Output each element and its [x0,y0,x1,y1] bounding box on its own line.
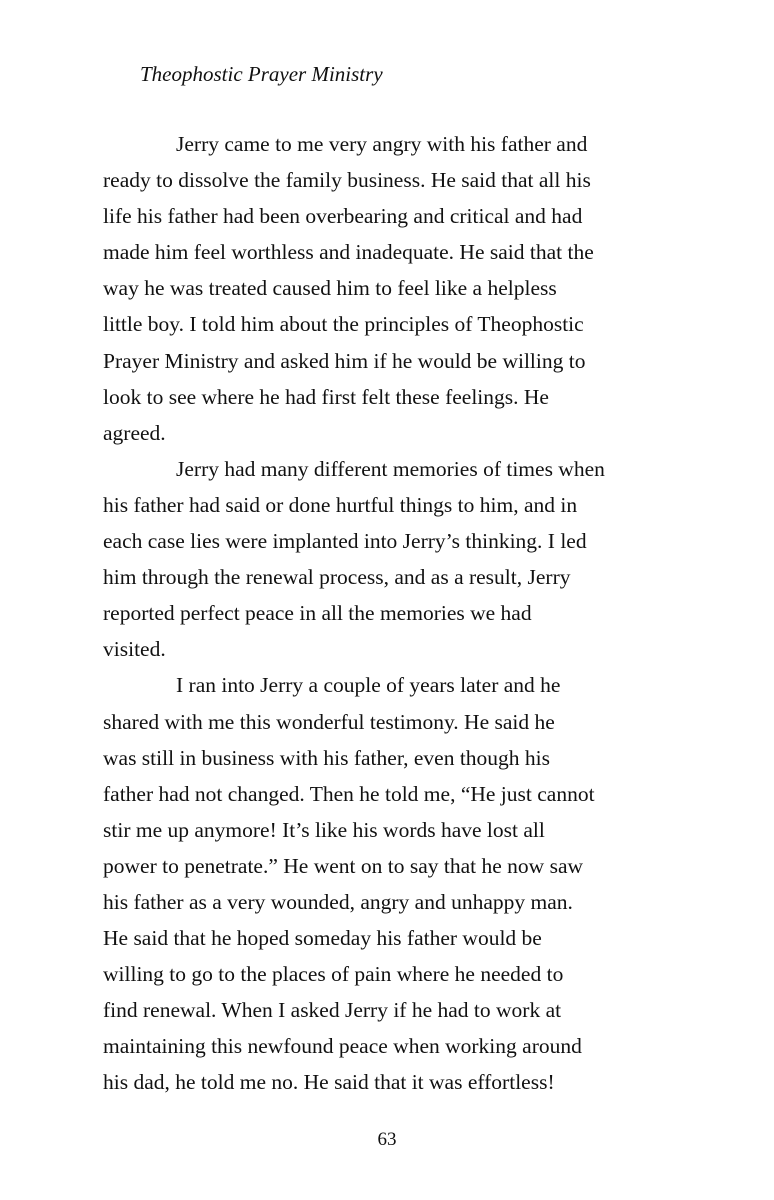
text-line: I ran into Jerry a couple of years later and he [176,673,561,698]
running-header-title: Theophostic Prayer Ministry [140,62,383,86]
text-line: He said that he hoped someday his father would be [103,926,542,951]
text-line: willing to go to the places of pain where he needed to [103,962,564,987]
text-line: Prayer Ministry and asked him if he would be willing to [103,348,586,373]
body-text [103,126,703,1101]
text-line: ready to dissolve the family business. He said that all his [103,168,591,193]
text-line: way he was treated caused him to feel like a helpless [103,276,557,301]
paragraph-3 [103,667,703,1100]
paragraph-2 [103,451,703,668]
text-line: him through the renewal process, and as a result, Jerry [103,565,571,590]
text-line: Jerry had many different memories of times when [176,456,605,481]
text-line: agreed. [103,420,166,445]
text-line: stir me up anymore! It’s like his words have lost all [103,817,545,842]
text-line: visited. [103,637,166,662]
paragraph-1 [103,126,703,451]
text-line: his father had said or done hurtful things to him, and in [103,492,578,517]
page-number: 63 [377,1129,397,1150]
text-line: Jerry came to me very angry with his father and [176,132,588,156]
text-line: power to penetrate.” He went on to say that he now saw [103,853,584,878]
text-line: life his father had been overbearing and critical and had [103,204,583,229]
text-line: find renewal. When I asked Jerry if he had to work at [103,998,562,1023]
text-line: father had not changed. Then he told me, “He just cannot [103,781,595,806]
text-line: his dad, he told me no. He said that it was effortless! [103,1070,555,1095]
text-line: reported perfect peace in all the memories we had [103,601,532,626]
text-line: maintaining this newfound peace when working around [103,1034,582,1059]
text-line: each case lies were implanted into Jerry’s thinking. I led [103,529,587,554]
text-line: shared with me this wonderful testimony. He said he [103,709,555,734]
text-line: his father as a very wounded, angry and unhappy man. [103,889,573,914]
text-line: look to see where he had first felt these feelings. He [103,384,549,409]
text-line: was still in business with his father, even though his [103,745,551,770]
text-line: made him feel worthless and inadequate. He said that the [103,240,594,265]
text-line: little boy. I told him about the principles of Theophostic [103,312,584,337]
